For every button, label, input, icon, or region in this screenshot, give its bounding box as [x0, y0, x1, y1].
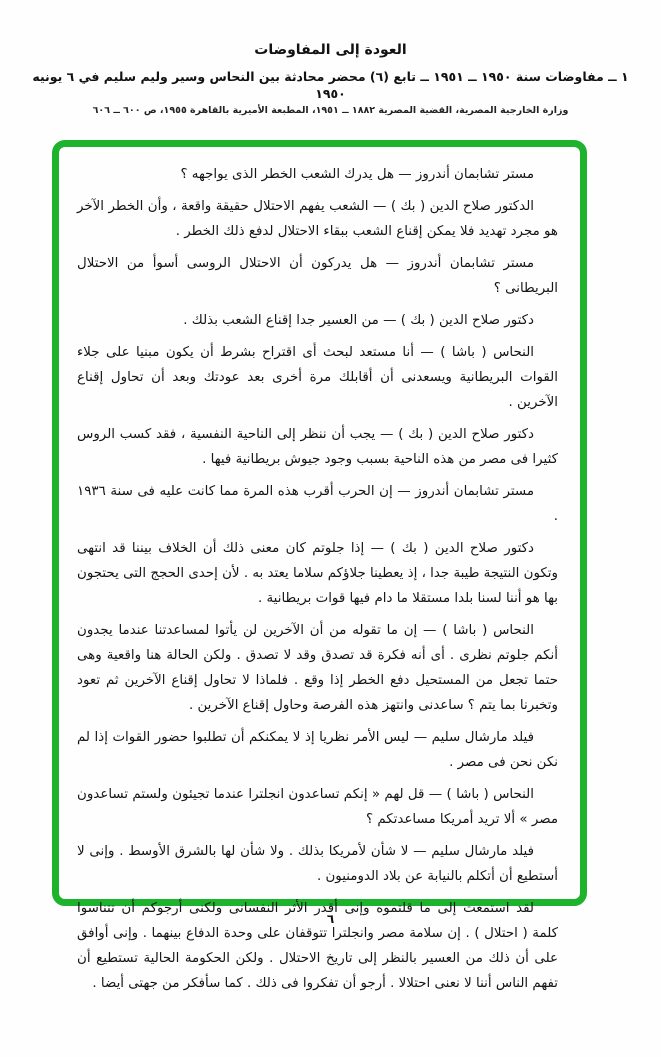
dialogue-paragraph: مستر تشابمان أندروز — هل يدركون أن الاحتلال الروسى أسوأ من الاحتلال البريطانى ؟ [77, 256, 558, 296]
document-title: العودة إلى المفاوضات [254, 42, 407, 58]
dialogue-paragraph: مستر تشابمان أندروز — إن الحرب أقرب هذه المرة مما كانت عليه فى سنة ١٩٣٦ . [77, 484, 558, 524]
document-source-note: وزارة الخارجية المصرية، القضية المصرية ١٨٨٢ ــ ١٩٥١، المطبعة الأميرية بالقاهرة ١٩٥٥، ص ٦٠٠ ــ ٦٠٦ [92, 105, 569, 116]
dialogue-paragraph: لقد استمعت إلى ما قلتموه وإنى أقدر الأثر النفسانى ولكنى أرجوكم أن تتناسوا كلمة ( احتلال ) . إن سلامة مصر وانجلترا تتوقفان على وحدة الدفاع بينهما . وإنى أوافق على أن ذلك من العسير بالنظر إلى تاريخ الاحتلال . ولكن الحكومة الحالية تستطيع أن تفهم الناس أننا لا نعنى احتلالا . أرجو أن تفكروا فى ذلك . كما سأفكر من جهتى أيضا . [77, 901, 558, 991]
dialogue-paragraph: فيلد مارشال سليم — لا شأن لأمريكا بذلك . ولا شأن لها بالشرق الأوسط . وإنى لا أستطيع أن أتكلم بالنيابة عن بلاد الدومنيون . [77, 844, 558, 884]
dialogue-paragraph: دكتور صلاح الدين ( بك ) — من العسير جدا إقناع الشعب بذلك . [183, 313, 534, 328]
dialogue-paragraph: دكتور صلاح الدين ( بك ) — إذا جلوتم كان معنى ذلك أن الخلاف بيننا قد انتهى وتكون النتيجة طيبة جدا ، إذ يعطينا جلاؤكم سلاما يعتد به . لأن إحدى الحجج التى يحتجون بها هو أننا لسنا بلدا مستقلا ما دام فيها قوات بريطانية . [77, 541, 558, 606]
dialogue-paragraph: الدكتور صلاح الدين ( بك ) — الشعب يفهم الاحتلال حقيقة واقعة ، وأن الخطر الآخر هو مجرد تهديد فلا يمكن إقناع الشعب ببقاء الاحتلال لدفع ذلك الخطر . [77, 199, 558, 239]
document-header [0, 0, 661, 116]
highlight-box [52, 140, 587, 991]
dialogue-paragraph: النحاس ( باشا ) — أنا مستعد لبحث أى اقتراح بشرط أن يكون مبنيا على جلاء القوات البريطانية ويسعدنى أن أقابلك مرة أخرى بعد عودتك وبعد أن تحاول إقناع الآخرين . [77, 345, 558, 410]
page-number: ٦ [326, 912, 335, 926]
dialogue-paragraph: فيلد مارشال سليم — ليس الأمر نظريا إذ لا يمكنكم أن تطلبوا حضور القوات إذا لم نكن نحن فى مصر . [77, 730, 558, 770]
dialogue-paragraph: النحاس ( باشا ) — قل لهم « إنكم تساعدون انجلترا عندما تجيئون ولستم تساعدون مصر » ألا تريد أمريكا مساعدتكم ؟ [77, 787, 558, 827]
document-subtitle: ١ ــ مفاوضات سنة ١٩٥٠ ــ ١٩٥١ ــ تابع (٦) محضر محادثة بين النحاس وسير وليم سليم في ٦ يونيه ١٩٥٠ [32, 69, 629, 101]
dialogue-paragraph: مستر تشابمان أندروز — هل يدرك الشعب الخطر الذى يواجهه ؟ [180, 167, 534, 182]
dialogue-paragraph: دكتور صلاح الدين ( بك ) — يجب أن ننظر إلى الناحية النفسية ، فقد كسب الروس كثيرا فى مصر من هذه الناحية بسبب وجود جيوش بريطانية فيها . [77, 427, 558, 467]
dialogue-paragraph: النحاس ( باشا ) — إن ما تقوله من أن الآخرين لن يأتوا لمساعدتنا عندما يجدون أنكم جلوتم نظرى . أى أنه فكرة قد تصدق وقد لا تصدق . ولكن الحالة هنا واقعية وهى حتما تجعل من المستحيل دفع الخطر إذا وقع . فلماذا لا تحاول إقناع الآخرين ثم تعود وتخبرنا بما يتم ؟ ساعدنى وانتهز هذه الفرصة وحاول إقناع الآخرين . [77, 623, 558, 713]
